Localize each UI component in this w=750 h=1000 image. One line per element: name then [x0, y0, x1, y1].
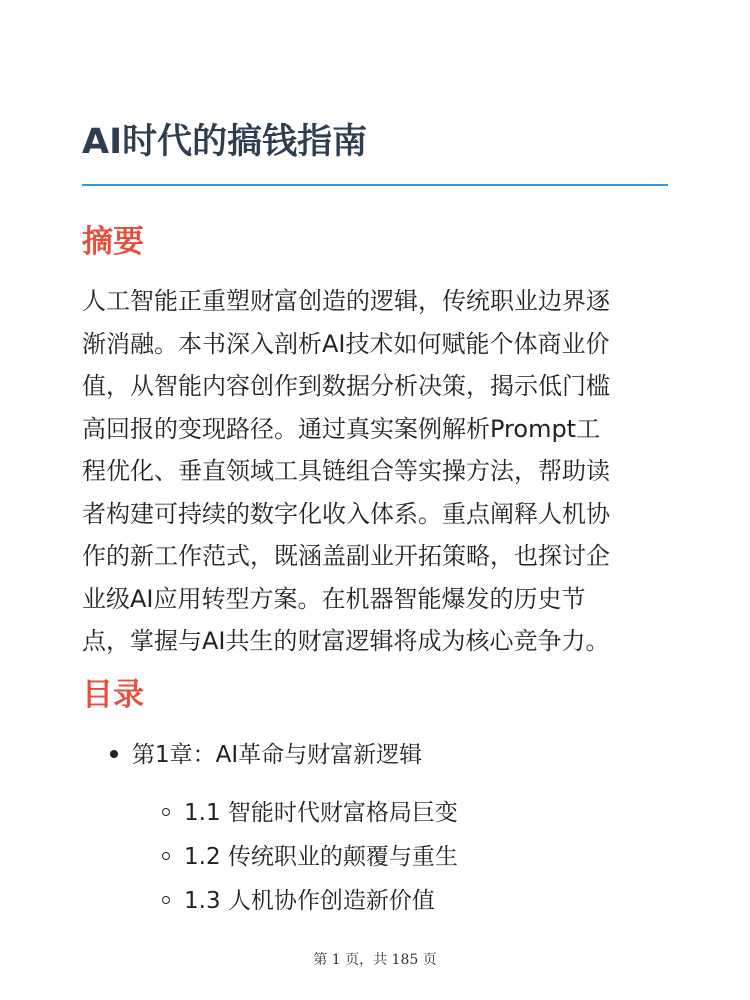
bullet-circle-icon — [162, 852, 170, 860]
abstract-heading: 摘要 — [82, 224, 144, 260]
toc-heading: 目录 — [82, 677, 144, 713]
toc-section-label: 1.1 智能时代财富格局巨变 — [184, 800, 458, 826]
abstract-line: 业级AI应用转型方案。在机器智能爆发的历史节 — [82, 584, 586, 613]
page-number-footer: 第 1 页，共 185 页 — [313, 952, 437, 968]
document-title: AI时代的搞钱指南 — [82, 122, 368, 162]
abstract-line: 者构建可持续的数字化收入体系。重点阐释人机协 — [82, 499, 610, 528]
title-divider — [82, 184, 668, 186]
abstract-paragraph — [82, 280, 672, 663]
abstract-line: 人工智能正重塑财富创造的逻辑，传统职业边界逐 — [82, 287, 610, 315]
abstract-line: 渐消融。本书深入剖析AI技术如何赋能个体商业价 — [82, 329, 610, 358]
bullet-circle-icon — [162, 896, 170, 904]
toc-section-label: 1.3 人机协作创造新价值 — [184, 888, 435, 914]
bullet-disc-icon — [110, 750, 118, 758]
toc-section-item — [162, 881, 435, 921]
abstract-line: 作的新工作范式，既涵盖副业开拓策略，也探讨企 — [82, 542, 610, 570]
abstract-line: 值，从智能内容创作到数据分析决策，揭示低门槛 — [82, 372, 610, 400]
toc-section-item — [162, 793, 458, 833]
abstract-line: 点，掌握与AI共生的财富逻辑将成为核心竞争力。 — [82, 627, 610, 655]
toc-section-item — [162, 837, 458, 877]
abstract-line: 程优化、垂直领域工具链组合等实操方法，帮助读 — [82, 457, 610, 485]
bullet-circle-icon — [162, 808, 170, 816]
abstract-line: 高回报的变现路径。通过真实案例解析Prompt工 — [82, 414, 601, 443]
toc-section-label: 1.2 传统职业的颠覆与重生 — [184, 844, 458, 870]
toc-chapter-label: 第1章：AI革命与财富新逻辑 — [132, 742, 423, 768]
toc-chapter-item — [110, 735, 422, 775]
